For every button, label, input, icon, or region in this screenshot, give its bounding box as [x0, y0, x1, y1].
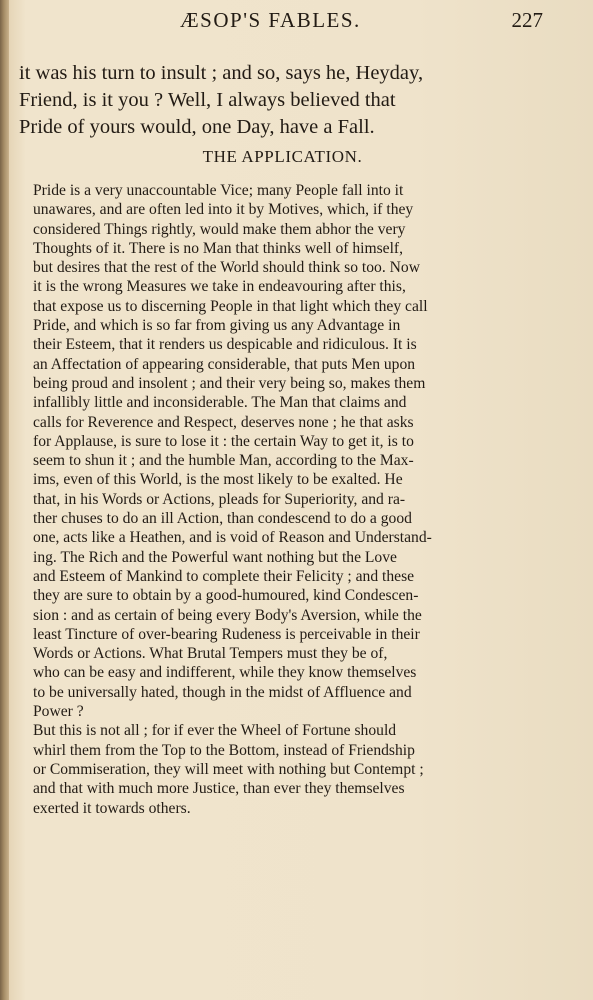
- text-line: calls for Reverence and Respect, deserves none ; he that asks: [33, 413, 414, 431]
- text-line: that expose us to discerning People in that light which they call: [33, 297, 428, 315]
- text-line: Pride, and which is so far from giving us any Advantage in: [33, 317, 401, 335]
- text-line: considered Things rightly, would make them abhor the very: [33, 220, 406, 238]
- application-paragraph-2: [19, 721, 549, 817]
- text-line: Words or Actions. What Brutal Tempers must they be of,: [33, 645, 388, 663]
- text-line: exerted it towards others.: [33, 799, 191, 817]
- fable-ending-line: it was his turn to insult ; and so, says he, Heyday,: [19, 62, 424, 84]
- text-line: Thoughts of it. There is no Man that thinks well of himself,: [33, 239, 404, 257]
- text-line: they are sure to obtain by a good-humoured, kind Condescen-: [33, 587, 419, 605]
- text-line: but desires that the rest of the World should think so too. Now: [33, 259, 420, 277]
- page-number: 227: [511, 8, 543, 32]
- fable-ending-line: Pride of yours would, one Day, have a Fall.: [19, 116, 375, 138]
- text-line: whirl them from the Top to the Bottom, instead of Friendship: [33, 741, 415, 759]
- text-line: and that with much more Justice, than ever they themselves: [33, 780, 405, 798]
- text-line: it is the wrong Measures we take in endeavouring after this,: [33, 278, 406, 296]
- text-line: But this is not all ; for if ever the Wheel of Fortune should: [33, 722, 397, 740]
- text-line: sion : and as certain of being every Body's Aversion, while the: [33, 606, 422, 624]
- fable-ending-text: [19, 60, 547, 141]
- text-line: to be universally hated, though in the midst of Affluence and: [33, 683, 412, 701]
- text-line: who can be easy and indifferent, while they know themselves: [33, 664, 417, 682]
- section-heading: THE APPLICATION.: [202, 147, 363, 166]
- text-line: Pride is a very unaccountable Vice; many People fall into it: [33, 182, 404, 199]
- text-line: least Tincture of over-bearing Rudeness is perceivable in their: [33, 625, 420, 643]
- text-line: and Esteem of Mankind to complete their Felicity ; and these: [33, 567, 415, 585]
- text-line: for Applause, is sure to lose it : the certain Way to get it, is to: [33, 432, 414, 450]
- text-line: their Esteem, that it renders us despicable and ridiculous. It is: [33, 336, 417, 354]
- running-head: [0, 8, 593, 32]
- application-paragraph-1: [19, 181, 549, 721]
- text-line: one, acts like a Heathen, and is void of Reason and Understand-: [33, 529, 432, 547]
- text-line: seem to shun it ; and the humble Man, according to the Max-: [33, 452, 414, 470]
- fable-ending-line: Friend, is it you ? Well, I always believed that: [19, 89, 396, 111]
- text-line: being proud and insolent ; and their very being so, makes them: [33, 374, 426, 392]
- text-line: Power ?: [33, 703, 84, 721]
- text-line: an Affectation of appearing considerable, that puts Men upon: [33, 355, 416, 373]
- text-line: infallibly little and inconsiderable. The Man that claims and: [33, 394, 407, 412]
- running-title: ÆSOP'S FABLES.: [180, 8, 361, 32]
- text-line: ther chuses to do an ill Action, than condescend to do a good: [33, 510, 412, 528]
- text-line: or Commiseration, they will meet with nothing but Contempt ;: [33, 760, 424, 778]
- text-line: ims, even of this World, is the most likely to be exalted. He: [33, 471, 403, 489]
- text-line: that, in his Words or Actions, pleads for Superiority, and ra-: [33, 490, 406, 508]
- text-line: unawares, and are often led into it by Motives, which, if they: [33, 201, 414, 219]
- application-body: [19, 181, 549, 818]
- text-line: ing. The Rich and the Powerful want nothing but the Love: [33, 548, 397, 566]
